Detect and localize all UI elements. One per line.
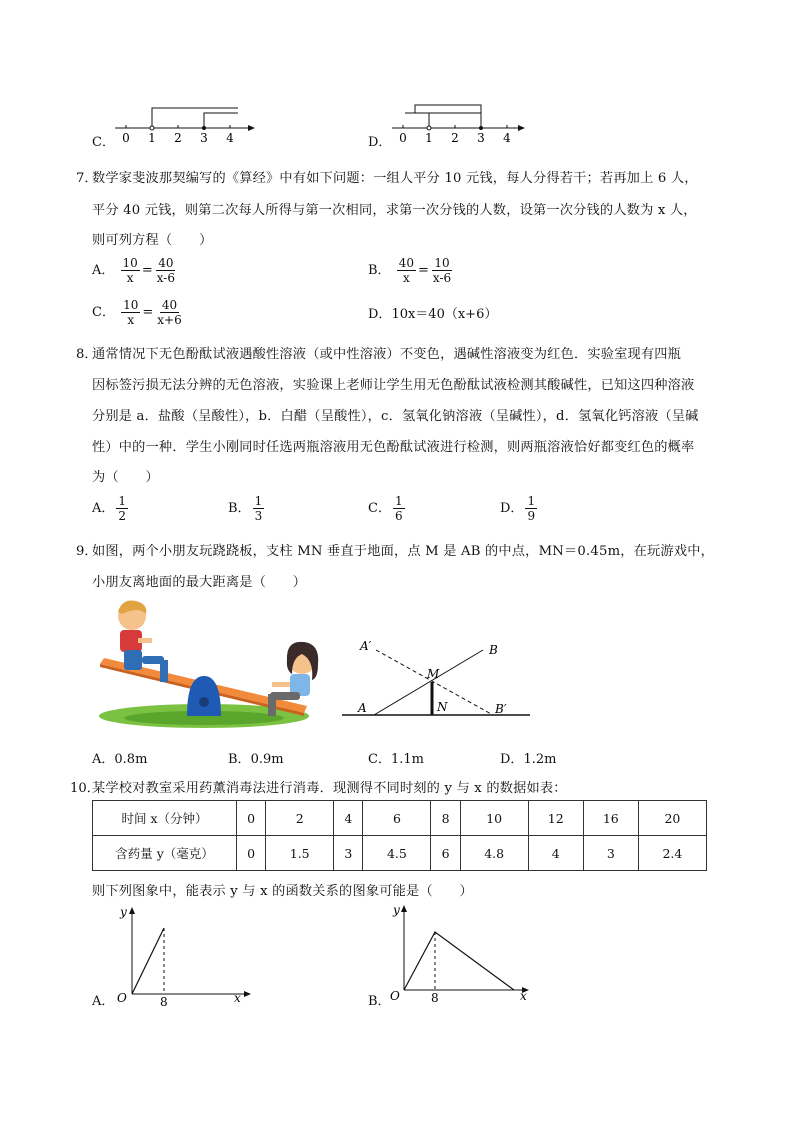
q9-text-line-1: 如图，两个小朋友玩跷跷板，支柱 MN 垂直于地面，点 M 是 AB 的中点，MN＝0.45m，在玩游戏中， (92, 544, 714, 559)
label-b-prime: B′ (495, 702, 507, 716)
q9-option-d[interactable]: D．1.2m (500, 752, 557, 767)
q8-option-b[interactable]: B． $\frac{1}{3}$ (228, 494, 263, 523)
q7-number: 7． (76, 171, 98, 186)
table-cell: 6 (363, 801, 431, 836)
q8-option-d[interactable]: D． $\frac{1}{9}$ (500, 494, 536, 523)
origin-label: O (117, 991, 127, 1005)
q10-number: 10． (70, 781, 100, 796)
tick-4: 4 (503, 131, 511, 145)
table-cell: 2 (266, 801, 334, 836)
table-cell: 1.5 (266, 836, 334, 871)
table-cell: 10 (460, 801, 528, 836)
q8-number: 8． (76, 347, 98, 362)
table-cell: 3 (334, 836, 363, 871)
q7-text-line-3: 则可列方程（ ） (92, 233, 213, 248)
q8-option-a[interactable]: A． $\frac{1}{2}$ (92, 494, 127, 523)
q8-text-line-5: 为（ ） (92, 470, 159, 485)
table-cell: 4.5 (363, 836, 431, 871)
tick-1: 1 (425, 131, 433, 145)
q8-text-line-4: 性）中的一种．学生小刚同时任选两瓶溶液用无色酚酞试液进行检测，则两瓶溶液恰好都变红色的概率 (92, 440, 695, 455)
q10-graph-a (112, 900, 252, 1010)
table-cell: 6 (431, 836, 460, 871)
tick-1: 1 (148, 131, 156, 145)
q8-option-c[interactable]: C． $\frac{1}{6}$ (368, 494, 403, 523)
seesaw-geometry-figure (338, 632, 538, 727)
label-a-prime: A′ (360, 639, 372, 653)
table-cell: 8 (431, 801, 460, 836)
q10-graph-b (384, 900, 534, 1010)
table-cell: 4 (334, 801, 363, 836)
table-cell: 4.8 (460, 836, 528, 871)
table-row (93, 801, 707, 836)
tick-2: 2 (451, 131, 459, 145)
table-cell: 0 (237, 801, 266, 836)
table-header-time: 时间 x（分钟） (93, 801, 237, 836)
y-axis-label: y (120, 905, 127, 919)
table-cell: 3 (583, 836, 638, 871)
q6-option-d-label[interactable]: D． (368, 135, 392, 150)
q7-text-line-1: 数学家斐波那契编写的《算经》中有如下问题：一组人平分 10 元钱，每人分得若干；若再加上 6 人， (92, 171, 698, 186)
table-header-dosage: 含药量 y（毫克） (93, 836, 237, 871)
table-cell: 4 (528, 836, 583, 871)
q6-option-c-label[interactable]: C． (92, 135, 115, 150)
tick-4: 4 (226, 131, 234, 145)
data-table (92, 800, 707, 871)
label-b: B (489, 643, 498, 657)
q7-text-line-2: 平分 40 元钱，则第二次每人所得与第一次相同，求第一次分钱的人数，设第一次分钱的人数为 x 人， (92, 203, 697, 218)
q10-option-a-label[interactable]: A． (92, 994, 115, 1009)
table-row (93, 836, 707, 871)
q7-option-a[interactable]: A． $\frac{10}{x}$ = $\frac{40}{x-6}$ (92, 256, 175, 285)
q7-option-c[interactable]: C． $\frac{10}{x}$ = $\frac{40}{x+6}$ (92, 298, 182, 327)
x-axis-label: x (520, 989, 527, 1003)
origin-label: O (390, 989, 400, 1003)
q8-text-line-1: 通常情况下无色酚酞试液遇酸性溶液（或中性溶液）不变色，遇碱性溶液变为红色．实验室现有四瓶 (92, 347, 682, 362)
q10-option-b-label[interactable]: B． (368, 994, 391, 1009)
tick-8-label: 8 (160, 995, 168, 1009)
tick-3: 3 (477, 131, 485, 145)
q6-number-line-d (387, 100, 537, 150)
q9-option-a[interactable]: A．0.8m (92, 752, 148, 767)
table-cell: 20 (638, 801, 706, 836)
q9-option-b[interactable]: B．0.9m (228, 752, 284, 767)
table-cell: 2.4 (638, 836, 706, 871)
q10-intro: 某学校对教室采用药薰消毒法进行消毒．现测得不同时刻的 y 与 x 的数据如表： (92, 781, 567, 796)
table-cell: 12 (528, 801, 583, 836)
q8-text-line-2: 因标签污损无法分辨的无色溶液，实验课上老师让学生用无色酚酞试液检测其酸碱性，已知这四种溶液 (92, 378, 695, 393)
tick-0: 0 (399, 131, 407, 145)
q9-option-c[interactable]: C．1.1m (368, 752, 424, 767)
seesaw-illustration (92, 598, 332, 733)
q10-question: 则下列图象中，能表示 y 与 x 的函数关系的图象可能是（ ） (92, 884, 473, 899)
y-axis-label: y (393, 903, 400, 917)
tick-3: 3 (200, 131, 208, 145)
label-a: A (358, 701, 367, 715)
x-axis-label: x (234, 991, 241, 1005)
q7-option-b[interactable]: B． $\frac{40}{x}$ = $\frac{10}{x-6}$ (368, 256, 452, 285)
label-n: N (437, 700, 448, 714)
table-cell: 16 (583, 801, 638, 836)
q8-text-line-3: 分别是 a．盐酸（呈酸性），b．白醋（呈酸性），c．氢氧化钠溶液（呈碱性），d．氢氧化钙溶液（呈碱 (92, 409, 699, 424)
q9-number: 9． (76, 544, 98, 559)
q9-text-line-2: 小朋友离地面的最大距离是（ ） (92, 575, 307, 590)
label-m: M (427, 667, 440, 681)
table-cell: 0 (237, 836, 266, 871)
tick-2: 2 (174, 131, 182, 145)
q7-option-d[interactable]: D．10x＝40（x+6） (368, 307, 498, 322)
q6-number-line-c (110, 100, 260, 150)
tick-8-label: 8 (431, 991, 439, 1005)
tick-0: 0 (122, 131, 130, 145)
